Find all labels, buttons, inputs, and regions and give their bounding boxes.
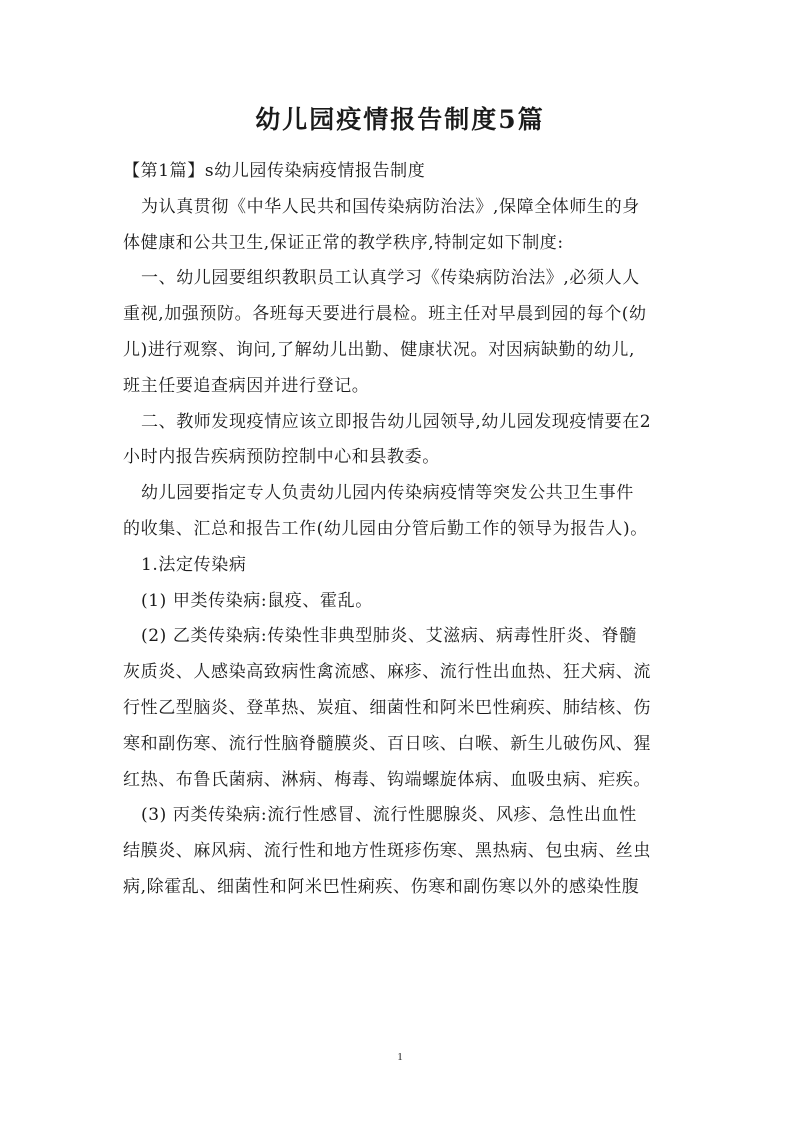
text-line: 儿)进行观察、询问,了解幼儿出勤、健康状况。对因病缺勤的幼儿, [123,339,636,360]
text-line: 灰质炎、人感染高致病性禽流感、麻疹、流行性出血热、狂犬病、流 [123,662,651,683]
text-line: 班主任要追查病因并进行登记。 [123,375,370,396]
text-line: 结膜炎、麻风病、流行性和地方性斑疹伤寒、黑热病、包虫病、丝虫 [123,841,651,862]
text-line: 红热、布鲁氏菌病、淋病、梅毒、钩端螺旋体病、血吸虫病、疟疾。 [123,769,651,790]
text-line: (2) 乙类传染病:传染性非典型肺炎、艾滋病、病毒性肝炎、脊髓 [141,626,637,647]
text-line: 行性乙型脑炎、登革热、炭疽、细菌性和阿米巴性痢疾、肺结核、伤 [123,697,651,718]
text-line: 重视,加强预防。各班每天要进行晨检。班主任对早晨到园的每个(幼 [123,304,647,325]
text-line: 【第1篇】s幼儿园传染病疫情报告制度 [123,161,426,181]
text-line: (1) 甲类传染病:鼠疫、霍乱。 [141,590,373,611]
text-line: 体健康和公共卫生,保证正常的教学秩序,特制定如下制度: [123,232,564,253]
text-line: 一、幼儿园要组织教职员工认真学习《传染病防治法》,必须人人 [141,268,640,289]
document-title: 幼儿园疫情报告制度5篇 [255,105,545,134]
text-line: 为认真贯彻《中华人民共和国传染病防治法》,保障全体师生的身 [141,196,640,217]
text-line: (3) 丙类传染病:流行性感冒、流行性腮腺炎、风疹、急性出血性 [141,805,637,826]
document-body [123,154,683,906]
text-line: 小时内报告疾病预防控制中心和县教委。 [123,447,440,468]
text-line: 幼儿园要指定专人负责幼儿园内传染病疫情等突发公共卫生事件 [141,483,634,504]
text-line: 病,除霍乱、细菌性和阿米巴性痢疾、伤寒和副伤寒以外的感染性腹 [123,876,640,897]
text-line: 寒和副伤寒、流行性脑脊髓膜炎、百日咳、白喉、新生儿破伤风、猩 [123,733,651,754]
text-line: 的收集、汇总和报告工作(幼儿园由分管后勤工作的领导为报告人)。 [123,518,648,539]
text-line: 二、教师发现疫情应该立即报告幼儿园领导,幼儿园发现疫情要在2 [141,411,652,432]
text-line: 1.法定传染病 [141,554,247,575]
page-number: 1 [397,1051,403,1063]
